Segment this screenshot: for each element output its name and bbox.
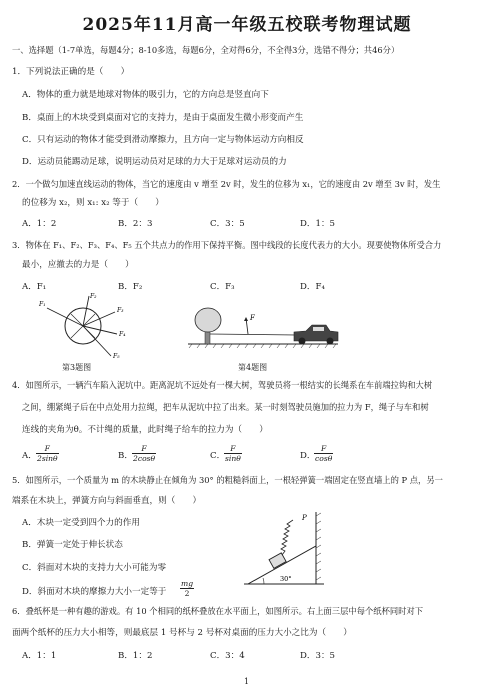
fig4-rope bbox=[210, 334, 296, 335]
q4-option-b-letter: B． bbox=[118, 451, 133, 461]
q4-option-c-den: sinθ bbox=[225, 454, 241, 463]
q4-option-b-num: F bbox=[132, 444, 156, 454]
q4-stem-line3: 连线的夹角为θ。不计绳的质量，此时绳子给车的拉力为（ ） bbox=[22, 425, 268, 435]
q5-option-a: A．木块一定受到四个力的作用 bbox=[22, 518, 140, 528]
q4-option-a-den: 2sinθ bbox=[37, 454, 58, 463]
q5-frac-den: 2 bbox=[184, 589, 190, 598]
fig5-point-label: P bbox=[302, 514, 307, 522]
figure-3-force-diagram bbox=[35, 292, 135, 360]
fig5-block bbox=[269, 553, 286, 569]
q5-option-d: D．斜面对木块的摩擦力大小一定等于 bbox=[22, 587, 167, 597]
q5-option-b: B．弹簧一定处于伸长状态 bbox=[22, 540, 123, 550]
fig3-label-f1: F₁ bbox=[39, 301, 46, 308]
q1-stem: 1．下列说法正确的是（ ） bbox=[12, 67, 130, 77]
q4-option-a-num: F bbox=[36, 444, 59, 454]
q4-option-a-letter: A． bbox=[22, 451, 37, 461]
q2-option-a: A．1：2 bbox=[22, 219, 57, 229]
q6-option-c: C．3：4 bbox=[210, 651, 245, 661]
q4-option-c-letter: C． bbox=[210, 451, 226, 461]
q3-option-c: C．F₃ bbox=[210, 282, 235, 292]
q3-option-b: B．F₂ bbox=[118, 282, 143, 292]
fig4-force-arrowhead bbox=[244, 317, 248, 321]
fig3-f2-arrow bbox=[83, 296, 89, 326]
q3-option-d: D．F₄ bbox=[300, 282, 325, 292]
q4-option-d-num: F bbox=[314, 444, 333, 454]
figure-5-incline-spring bbox=[244, 508, 328, 586]
q3-stem-line2: 最小，应撤去的力是（ ） bbox=[22, 260, 134, 270]
q4-option-d-den: cosθ bbox=[315, 454, 333, 463]
q4-option-c-fraction bbox=[224, 444, 242, 463]
q2-stem-line2: 的位移为 x₂，则 x₁: x₂ 等于（ ） bbox=[22, 198, 164, 208]
q4-stem-line1: 4．如图所示，一辆汽车陷入泥坑中。距离泥坑不远处有一棵大树，驾驶员将一根结实的长绳系在车前端拉钩和大树 bbox=[12, 380, 433, 390]
fig4-car-window bbox=[313, 327, 324, 331]
fig3-f5-arrow bbox=[83, 326, 111, 356]
section-header: 一、选择题（1-7单选，每题4分；8-10多选，每题6分，全对得6分，不全得3分，选错不得分；共46分） bbox=[12, 45, 400, 55]
q2-stem-line1: 2．一个做匀加速直线运动的物体，当它的速度由 v 增至 2v 时，发生的位移为 x₁，它的速度由 2v 增至 3v 时，发生 bbox=[12, 179, 441, 189]
fig4-car-wheel-rear bbox=[327, 338, 334, 345]
fig5-angle-label: 30° bbox=[280, 575, 292, 583]
fig4-car-wheel-front bbox=[299, 338, 306, 345]
q4-option-a-fraction bbox=[36, 444, 59, 463]
q6-option-d: D．3：5 bbox=[300, 651, 336, 661]
figure-4-caption: 第4题图 bbox=[238, 363, 268, 372]
figure-4-car-tree bbox=[188, 304, 348, 352]
page-title: 2025年11月高一年级五校联考物理试题 bbox=[82, 15, 412, 35]
fig3-label-f2: F₂ bbox=[90, 293, 97, 300]
q2-option-d: D．1：5 bbox=[300, 219, 336, 229]
q4-option-b-fraction bbox=[132, 444, 156, 463]
q6-option-a: A．1：1 bbox=[22, 651, 57, 661]
fig5-spring bbox=[281, 520, 293, 555]
q1-option-c: C．只有运动的物体才能受到滑动摩擦力，且方向一定与物体运动方向相反 bbox=[22, 135, 304, 145]
q6-stem-line1: 6．叠纸杯是一种有趣的游戏。有 10 个相同的纸杯叠放在水平面上，如图所示。右上面三层中每个纸杯同时对下 bbox=[12, 606, 424, 616]
fig5-block-group bbox=[269, 553, 286, 569]
q5-frac-num: mg bbox=[181, 579, 194, 588]
q2-option-c: C．3：5 bbox=[210, 219, 245, 229]
q5-stem-line1: 5．如图所示，一个质量为 m 的木块静止在倾角为 30° 的粗糙斜面上，一根轻弹簧一端固定在竖直墙上的 P 点，另一 bbox=[12, 475, 443, 485]
fig4-ground-hatch bbox=[189, 344, 336, 348]
fig5-angle-arc bbox=[263, 578, 264, 584]
q6-stem-line2: 面两个纸杯的压力大小相等，则最底层 1 号杯与 2 号杯对桌面的压力大小之比为（ ） bbox=[12, 628, 352, 638]
q4-option-d-fraction bbox=[314, 444, 333, 463]
q4-stem-line2: 之间，绷紧绳子后在中点处用力拉绳，把车从泥坑中拉了出来。某一时刻驾驶员施加的拉力为 F，绳子与车和树 bbox=[22, 402, 429, 412]
fig3-label-f5: F₅ bbox=[113, 353, 120, 360]
q3-option-a: A．F₁ bbox=[22, 282, 47, 292]
q4-option-b-den: 2cosθ bbox=[133, 454, 156, 463]
q2-option-b: B．2：3 bbox=[118, 219, 153, 229]
figure-3-caption: 第3题图 bbox=[62, 363, 92, 372]
q4-option-d-letter: D． bbox=[300, 451, 316, 461]
q1-option-d: D．运动员能踢动足球，说明运动员对足球的力大于足球对运动员的力 bbox=[22, 157, 287, 167]
fig3-f3-arrow bbox=[83, 312, 115, 326]
q4-option-c-num: F bbox=[224, 444, 242, 454]
page-number: 1 bbox=[244, 677, 250, 686]
q5-stem-line2: 端系在木块上，弹簧方向与斜面垂直，则（ ） bbox=[12, 496, 202, 506]
q3-stem-line1: 3．物体在 F₁、F₂、F₃、F₄、F₅ 五个共点力的作用下保持平衡。图中线段的长度代表力的大小。现要使物体所受合力 bbox=[12, 240, 442, 250]
fig4-tree-crown bbox=[195, 308, 221, 332]
fig3-label-f4: F₄ bbox=[119, 331, 126, 338]
q1-option-b: B．桌面上的木块受到桌面对它的支持力，是由于桌面发生微小形变而产生 bbox=[22, 113, 304, 123]
q5-option-c: C．斜面对木块的支持力大小可能为零 bbox=[22, 563, 167, 573]
fig5-wall-hatch bbox=[316, 513, 321, 580]
q5-option-d-fraction bbox=[180, 579, 194, 598]
fig3-label-f3: F₃ bbox=[117, 307, 124, 314]
fig4-force-label: F bbox=[250, 314, 255, 322]
q6-option-b: B．1：2 bbox=[118, 651, 153, 661]
q1-option-a: A．物体的重力就是地球对物体的吸引力，它的方向总是竖直向下 bbox=[22, 90, 269, 100]
